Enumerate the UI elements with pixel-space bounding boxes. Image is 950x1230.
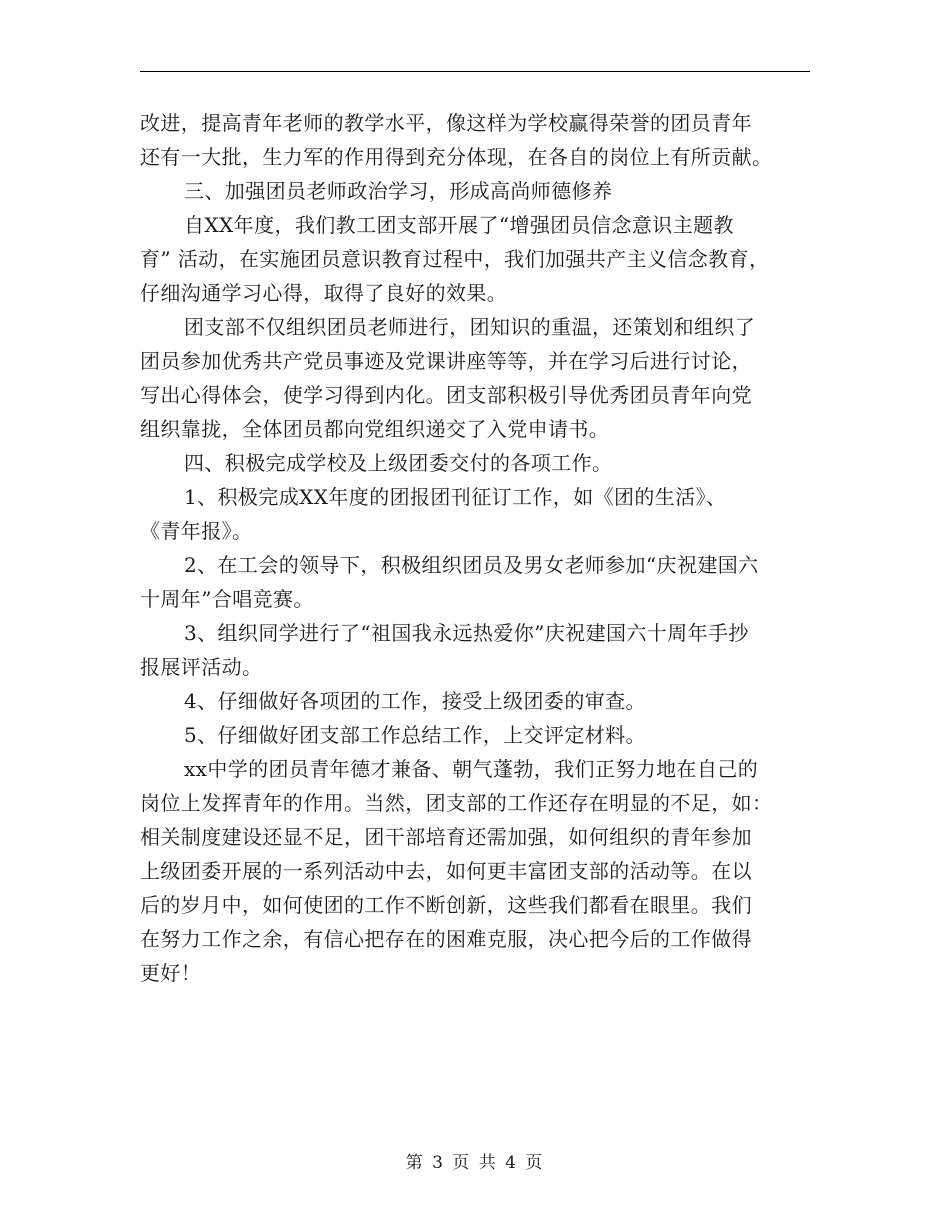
text-line: 团支部不仅组织团员老师进行，团知识的重温，还策划和组织了 [184, 315, 756, 339]
text-line: 4、仔细做好各项团的工作，接受上级团委的审查。 [184, 689, 646, 713]
text-line: 《青年报》。 [140, 519, 253, 543]
text-line: 上级团委开展的一系列活动中去，如何更丰富团支部的活动等。在以 [140, 859, 752, 883]
text-line: 育” 活动，在实施团员意识教育过程中，我们加强共产主义信念教育， [140, 247, 770, 271]
text-line: 后的岁月中，如何使团的工作不断创新，这些我们都看在眼里。我们 [140, 893, 752, 917]
text-line: 自XX年度，我们教工团支部开展了“增强团员信念意识主题教 [184, 213, 734, 237]
text-line: 十周年”合唱竞赛。 [140, 587, 314, 611]
text-line: 报展评活动。 [140, 655, 263, 679]
text-line: 2、在工会的领导下，积极组织团员及男女老师参加“庆祝建国六 [184, 553, 759, 577]
text-line: xx中学的团员青年德才兼备、朝气蓬勃，我们正努力地在自己的 [184, 757, 759, 781]
text-line: 写出心得体会，使学习得到内化。团支部积极引导优秀团员青年向党 [140, 383, 752, 407]
text-line: 组织靠拢，全体团员都向党组织递交了入党申请书。 [140, 417, 610, 441]
header-rule [140, 71, 810, 72]
text-line: 仔细沟通学习心得，取得了良好的效果。 [140, 281, 508, 305]
text-line: 在努力工作之余，有信心把存在的困难克服，决心把今后的工作做得 [140, 927, 752, 951]
text-line: 5、仔细做好团支部工作总结工作，上交评定材料。 [184, 723, 646, 747]
text-line: 三、加强团员老师政治学习，形成高尚师德修养 [184, 179, 613, 203]
text-line: 3、组织同学进行了“祖国我永远热爱你”庆祝建国六十周年手抄 [184, 621, 749, 645]
text-line: 改进，提高青年老师的教学水平，像这样为学校赢得荣誉的团员青年 [140, 111, 752, 135]
page-footer: 第 3 页 共 4 页 [405, 1153, 545, 1173]
text-line: 岗位上发挥青年的作用。当然，团支部的工作还存在明显的不足，如： [140, 791, 773, 815]
text-line: 相关制度建设还显不足，团干部培育还需加强，如何组织的青年参加 [140, 825, 752, 849]
text-line: 团员参加优秀共产党员事迹及党课讲座等等，并在学习后进行讨论， [140, 349, 752, 373]
text-line: 四、积极完成学校及上级团委交付的各项工作。 [184, 451, 613, 475]
text-line: 1、积极完成XX年度的团报团刊征订工作，如《团的生活》、 [184, 485, 727, 509]
text-line: 还有一大批，生力军的作用得到充分体现，在各自的岗位上有所贡献。 [140, 145, 773, 169]
text-line: 更好！ [140, 961, 202, 985]
document-body [140, 106, 820, 990]
